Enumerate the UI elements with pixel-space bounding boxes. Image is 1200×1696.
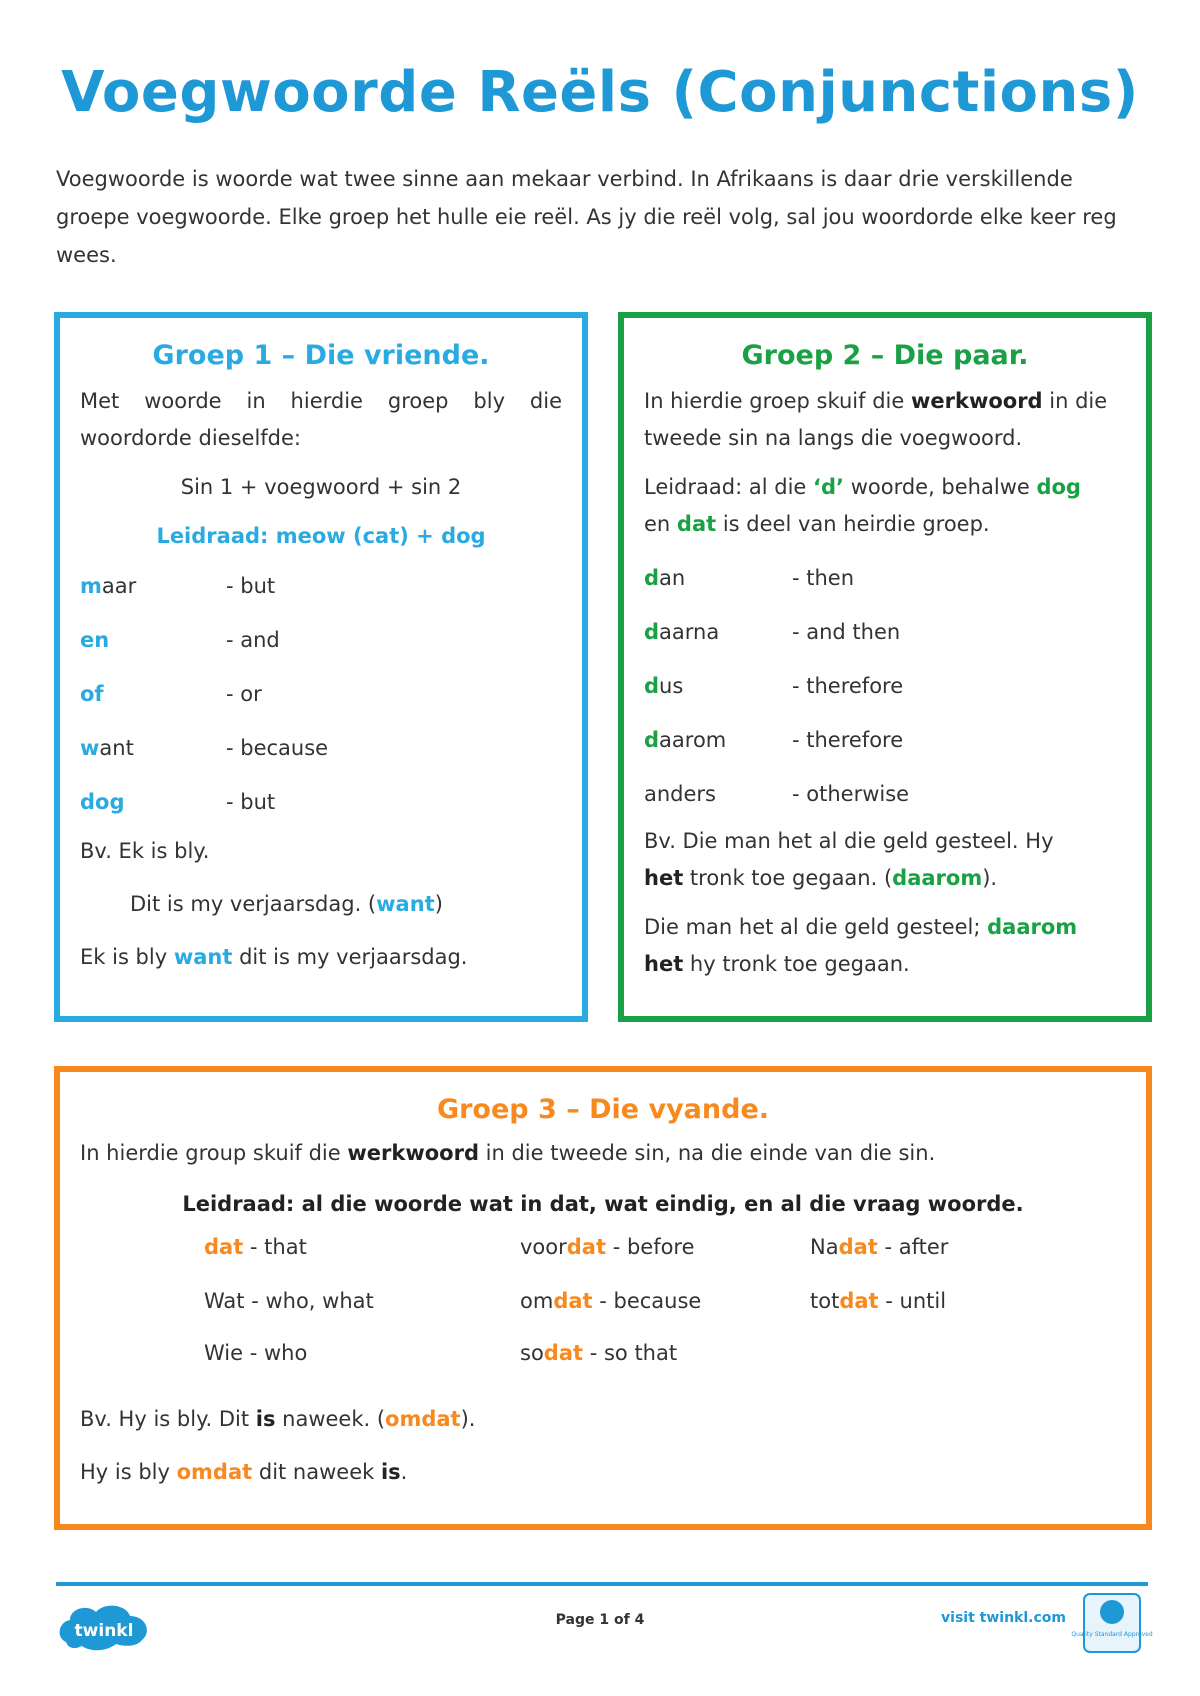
group1-example-line2: Dit is my verjaarsdag. (want) [130, 892, 443, 916]
group3-example1: Bv. Hy is bly. Dit is naweek. (omdat). [80, 1407, 476, 1431]
group1-example-line3: Ek is bly want dit is my verjaarsdag. [80, 945, 468, 969]
list-item: dog - but [80, 790, 276, 814]
group2-example1: Bv. Die man het al die geld gesteel. Hy het tronk toe gegaan. (daarom). [644, 829, 1054, 890]
group2-heading: Groep 2 – Die paar. [741, 340, 1029, 371]
list-item: daarom - therefore [644, 728, 904, 752]
list-item: dan - then [644, 566, 855, 590]
list-item: of - or [80, 682, 262, 706]
group2-rule: In hierdie groep skuif die werkwoord in die tweede sin na langs die voegwoord. [644, 389, 1108, 450]
list-item: want - because [80, 736, 329, 760]
list-item: Wie - who [204, 1341, 308, 1365]
list-item: maar - but [80, 574, 276, 598]
list-item: dus - therefore [644, 674, 904, 698]
group3-word-grid [80, 1235, 1126, 1397]
visit-link[interactable]: visit twinkl.com [941, 1610, 1066, 1626]
group1-box [54, 312, 588, 1022]
list-item: dat - that [204, 1235, 307, 1259]
list-item: Wat - who, what [204, 1289, 374, 1313]
group1-formula: Sin 1 + voegwoord + sin 2 [180, 475, 462, 499]
group2-hint: Leidraad: al die ‘d’ woorde, behalwe dog en dat is deel van heirdie groep. [644, 475, 1081, 536]
group3-box [54, 1066, 1152, 1530]
quality-badge-icon [1071, 1590, 1153, 1656]
group3-hint: Leidraad: al die woorde wat in dat, wat eindig, en al die vraag woorde. [182, 1192, 1024, 1216]
group1-heading: Groep 1 – Die vriende. [152, 340, 490, 371]
footer-divider [56, 1582, 1148, 1586]
group3-example2: Hy is bly omdat dit naweek is. [80, 1460, 408, 1484]
group3-heading: Groep 3 – Die vyande. [436, 1094, 770, 1125]
group3-rule: In hierdie group skuif die werkwoord in die tweede sin, na die einde van die sin. [80, 1141, 936, 1165]
list-item: daarna - and then [644, 620, 901, 644]
group1-example-line1: Bv. Ek is bly. [80, 839, 210, 863]
list-item: voordat - before [520, 1235, 695, 1259]
group2-box [618, 312, 1152, 1022]
list-item: omdat - because [520, 1289, 702, 1313]
svg-text:Quality Standard Approved: Quality Standard Approved [1071, 1631, 1153, 1638]
svg-text:twinkl: twinkl [74, 1621, 134, 1641]
list-item: anders - otherwise [644, 782, 910, 806]
list-item: en - and [80, 628, 280, 652]
list-item: totdat - until [810, 1289, 947, 1313]
group2-example2: Die man het al die geld gesteel; daarom het hy tronk toe gegaan. [644, 915, 1078, 976]
list-item: sodat - so that [520, 1341, 678, 1365]
list-item: Nadat - after [810, 1235, 949, 1259]
intro-paragraph: Voegwoorde is woorde wat twee sinne aan mekaar verbind. In Afrikaans is daar drie verskillende groepe voegwoorde. Elke groep het hulle eie reël. As jy die reël volg, sal jou woordorde elke keer reg wees. [56, 167, 1117, 267]
page-title: Voegwoorde Reëls (Conjunctions) [61, 60, 1139, 125]
group1-hint: Leidraad: meow (cat) + dog [156, 524, 486, 548]
group1-rule: Met woorde in hierdie groep bly die woordorde dieselfde: [80, 389, 562, 450]
page-number: Page 1 of 4 [555, 1612, 645, 1628]
